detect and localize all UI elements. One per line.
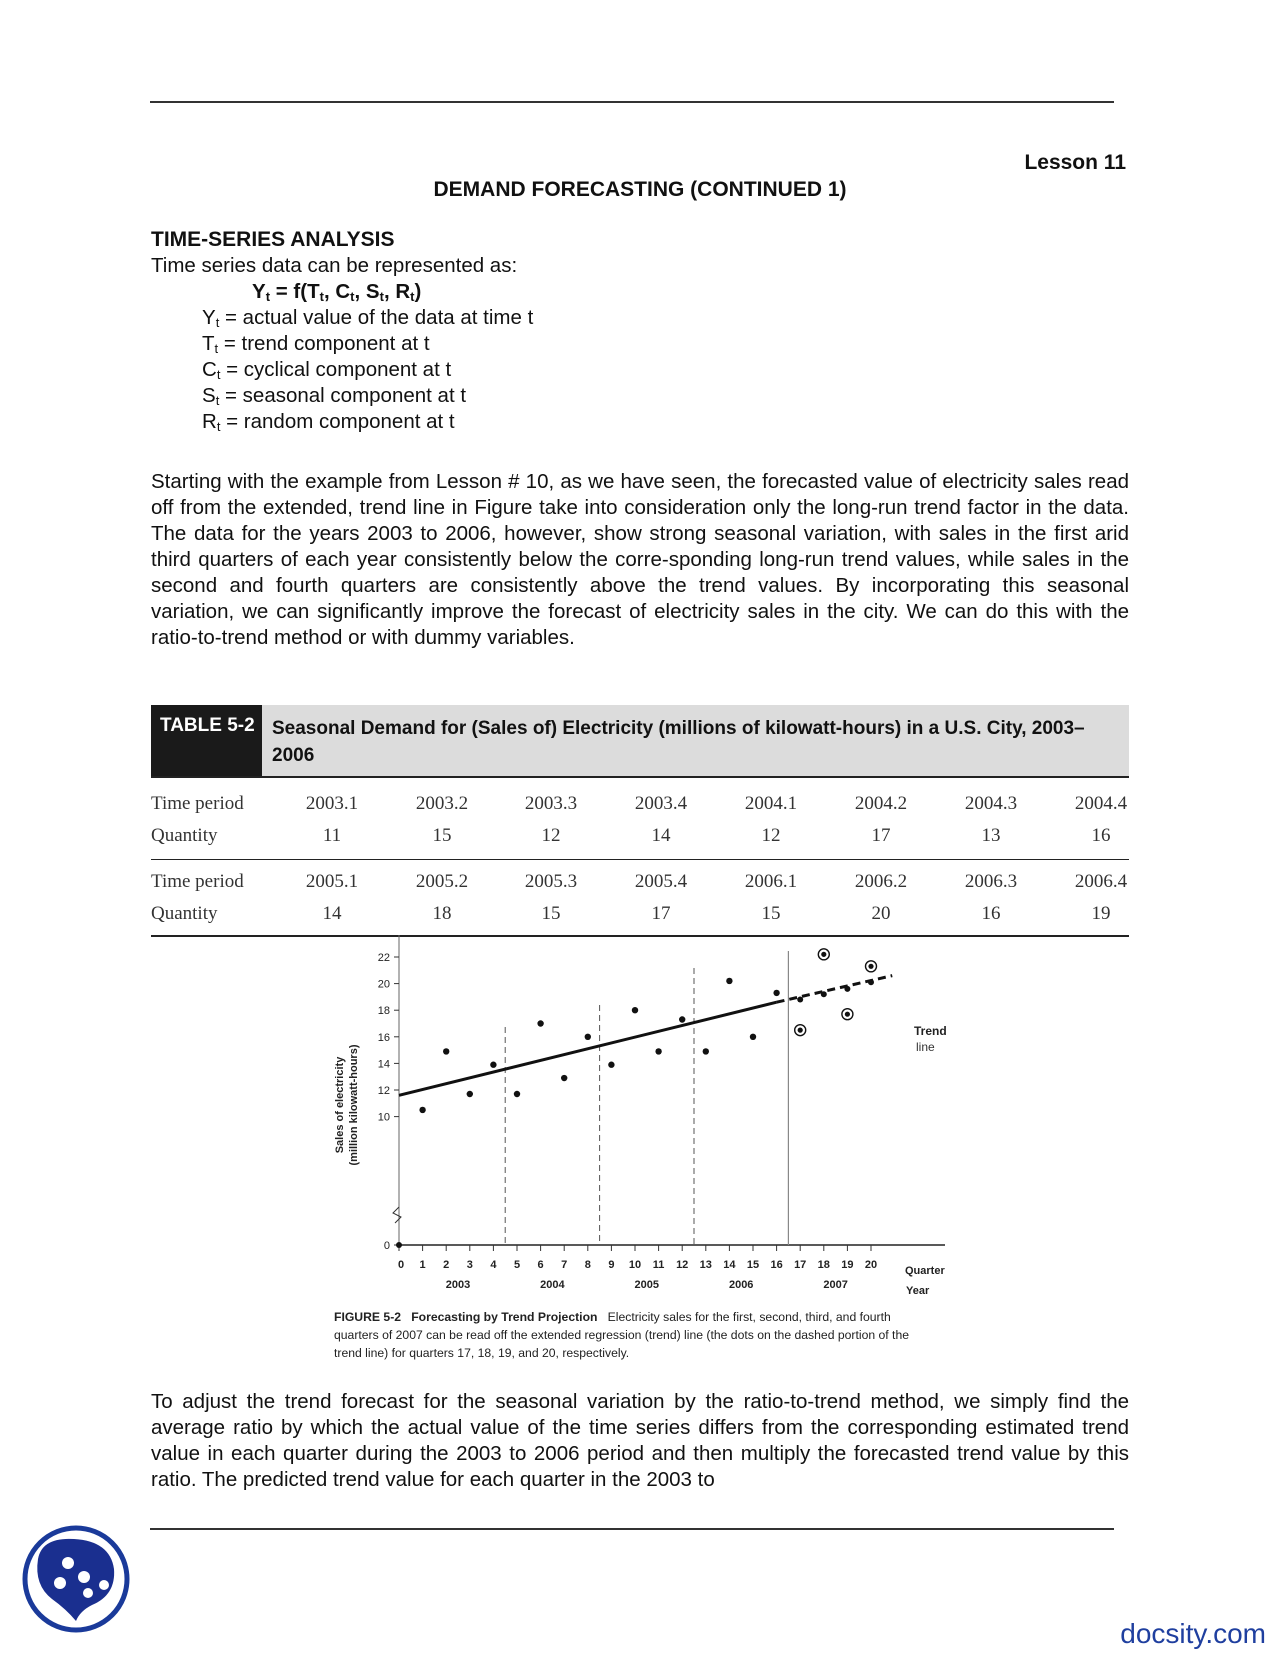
definition-s: $S_t$ = seasonal component at t — [202, 384, 467, 408]
forecast-point-20 — [868, 964, 873, 969]
table-row-periods-1: Time period 2003.1 2003.2 2003.3 2003.4 2004.1 2004.2 2004.3 2004.4 — [151, 793, 1128, 814]
x-tick-label-20: 20 — [864, 1259, 878, 1271]
y-tick-label-22: 22 — [377, 952, 390, 964]
top-rule — [150, 101, 1114, 103]
x-tick-label-6: 6 — [537, 1259, 544, 1271]
data-point-1 — [419, 1107, 425, 1113]
x-tick-label-7: 7 — [561, 1259, 568, 1271]
figure-text: Electricity sales for the first, second, third, and fourth quarters of 2007 can be read off the extended regression (trend) line (the dots on the dashed portion of the trend line) for quarters 17, 18, 19, and 20, respectively. — [334, 1310, 910, 1360]
x-tick-label-2: 2 — [443, 1259, 450, 1271]
x-tick-label-0: 0 — [397, 1259, 405, 1271]
x-tick-label-8: 8 — [584, 1259, 591, 1271]
x-tick-label-3: 3 — [466, 1259, 473, 1271]
data-point-10 — [632, 1007, 638, 1013]
bottom-rule — [150, 1528, 1114, 1530]
year-label-2007: 2007 — [823, 1279, 848, 1291]
x-axis-label: Quarter — [905, 1265, 945, 1277]
trend-line-extension — [777, 976, 893, 1003]
docsity-logo-icon — [22, 1525, 130, 1633]
data-point-13 — [703, 1048, 709, 1054]
y-tick-label-0: 0 — [383, 1240, 390, 1252]
formula: $Y_t = f(T_t$, $C_t$, $S_t$, $R_t$) — [252, 280, 422, 304]
data-point-9 — [608, 1062, 614, 1068]
x-tick-label-14: 14 — [723, 1259, 736, 1271]
definitions-block — [151, 227, 1129, 435]
year-label-2005: 2005 — [634, 1279, 660, 1291]
lesson-number: Lesson 11 — [1024, 151, 1126, 174]
table-rule — [151, 776, 1129, 778]
x-tick-label-4: 4 — [490, 1259, 497, 1271]
definition-c: $C_t$ = cyclical component at t — [202, 358, 452, 382]
figure-label: FIGURE 5-2 — [334, 1310, 402, 1324]
y-tick-label-16: 16 — [377, 1031, 390, 1044]
y-tick-label-18: 18 — [377, 1005, 390, 1018]
paragraph-1: Starting with the example from Lesson # 10, as we have seen, the forecasted value of electricity sales read off from the extended, trend line in Figure take into consideration only the long-run trend factor in the data. The data for the years 2003 to 2006, however, show strong seasonal variation, with sales in the first arid third quarters of each year consistently below the corre-sponding long-run trend values, while sales in the second and fourth quarters are consistently above the trend values. By incorporating this seasonal variation, we can significantly improve the forecast of electricity sales in the city. We can do this with the ratio-to-trend method or with dummy variables. — [151, 470, 1129, 649]
data-point-12 — [679, 1016, 685, 1022]
trend-line — [399, 1002, 777, 1095]
data-point-6 — [537, 1020, 543, 1026]
forecast-point-18 — [821, 952, 826, 957]
x-tick-label-13: 13 — [699, 1259, 712, 1271]
forecast-point-17 — [798, 1028, 803, 1033]
trend-projection-chart — [320, 935, 960, 1305]
y-tick-label-10: 10 — [377, 1111, 390, 1124]
x-tick-label-9: 9 — [608, 1259, 615, 1271]
year-axis-label: Year — [906, 1285, 930, 1297]
axis-break — [393, 1207, 401, 1223]
definition-t: $T_t$ = trend component at t — [202, 332, 430, 356]
trend-label: Trend — [914, 1024, 947, 1038]
x-tick-label-11: 11 — [652, 1259, 665, 1271]
y-tick-label-14: 14 — [377, 1058, 390, 1071]
year-label-2004: 2004 — [540, 1279, 565, 1291]
table-divider — [151, 859, 1129, 860]
data-point-11 — [655, 1048, 661, 1054]
x-tick-label-10: 10 — [628, 1259, 642, 1271]
data-point-4 — [490, 1062, 496, 1068]
table-caption: Seasonal Demand for (Sales of) Electricity (millions of kilowatt-hours) in a U.S. City, 2003–2006 — [272, 718, 1085, 766]
data-point-3 — [467, 1091, 473, 1097]
table-label: TABLE 5-2 — [151, 705, 262, 777]
data-point-5 — [514, 1091, 520, 1097]
trend-forecast-point-18 — [821, 991, 827, 997]
docsity-brand[interactable]: docsity.com — [1120, 1618, 1266, 1649]
trend-forecast-point-19 — [844, 986, 850, 992]
x-tick-label-16: 16 — [770, 1259, 783, 1271]
data-point-7 — [561, 1075, 567, 1081]
page-title: DEMAND FORECASTING (CONTINUED 1) — [433, 178, 847, 201]
x-tick-label-17: 17 — [794, 1259, 807, 1271]
year-label-2003: 2003 — [445, 1279, 471, 1291]
data-point-16 — [773, 990, 779, 996]
section-heading: TIME-SERIES ANALYSIS — [151, 228, 395, 251]
table-row-quantities-1: Quantity 11 15 12 14 12 17 13 16 — [151, 825, 1111, 846]
year-label-2006: 2006 — [728, 1279, 754, 1291]
definition-y: $Y_t$ = actual value of the data at time t — [202, 306, 534, 330]
x-tick-label-19: 19 — [841, 1259, 854, 1271]
trend-forecast-point-20 — [868, 979, 874, 985]
x-tick-label-1: 1 — [419, 1259, 426, 1271]
x-tick-label-5: 5 — [513, 1259, 521, 1271]
intro-text: Time series data can be represented as: — [151, 254, 518, 277]
data-point-2 — [443, 1048, 449, 1054]
y-axis-label-1: Sales of electricity — [334, 1056, 346, 1154]
x-tick-label-12: 12 — [676, 1259, 689, 1271]
table-row-periods-2: Time period 2005.1 2005.2 2005.3 2005.4 2006.1 2006.2 2006.3 2006.4 — [151, 871, 1128, 892]
figure-title: Forecasting by Trend Projection — [411, 1310, 598, 1324]
origin-point — [396, 1242, 402, 1248]
x-tick-label-18: 18 — [817, 1259, 830, 1271]
data-point-14 — [726, 978, 732, 984]
y-tick-label-20: 20 — [377, 978, 390, 991]
data-point-15 — [750, 1034, 756, 1040]
trend-forecast-point-17 — [797, 997, 803, 1003]
figure-caption — [334, 1308, 934, 1362]
trend-label-2: line — [916, 1040, 935, 1054]
x-tick-label-15: 15 — [746, 1259, 760, 1271]
table-header — [151, 705, 1129, 777]
y-tick-label-12: 12 — [377, 1085, 390, 1097]
data-point-8 — [585, 1034, 591, 1040]
y-axis-label-2: (million kilowatt-hours) — [348, 1044, 360, 1166]
table-row-quantities-2: Quantity 14 18 15 17 15 20 16 19 — [151, 903, 1111, 924]
paragraph-2: To adjust the trend forecast for the seasonal variation by the ratio-to-trend method, we simply find the average ratio by which the actual value of the time series differs from the corresponding estimated trend value in each quarter during the 2003 to 2006 period and then multiply the forecasted trend value by this ratio. The predicted trend value for each quarter in the 2003 to — [151, 1390, 1129, 1491]
forecast-point-19 — [845, 1012, 850, 1017]
definition-r: $R_t$ = random component at t — [202, 410, 455, 434]
